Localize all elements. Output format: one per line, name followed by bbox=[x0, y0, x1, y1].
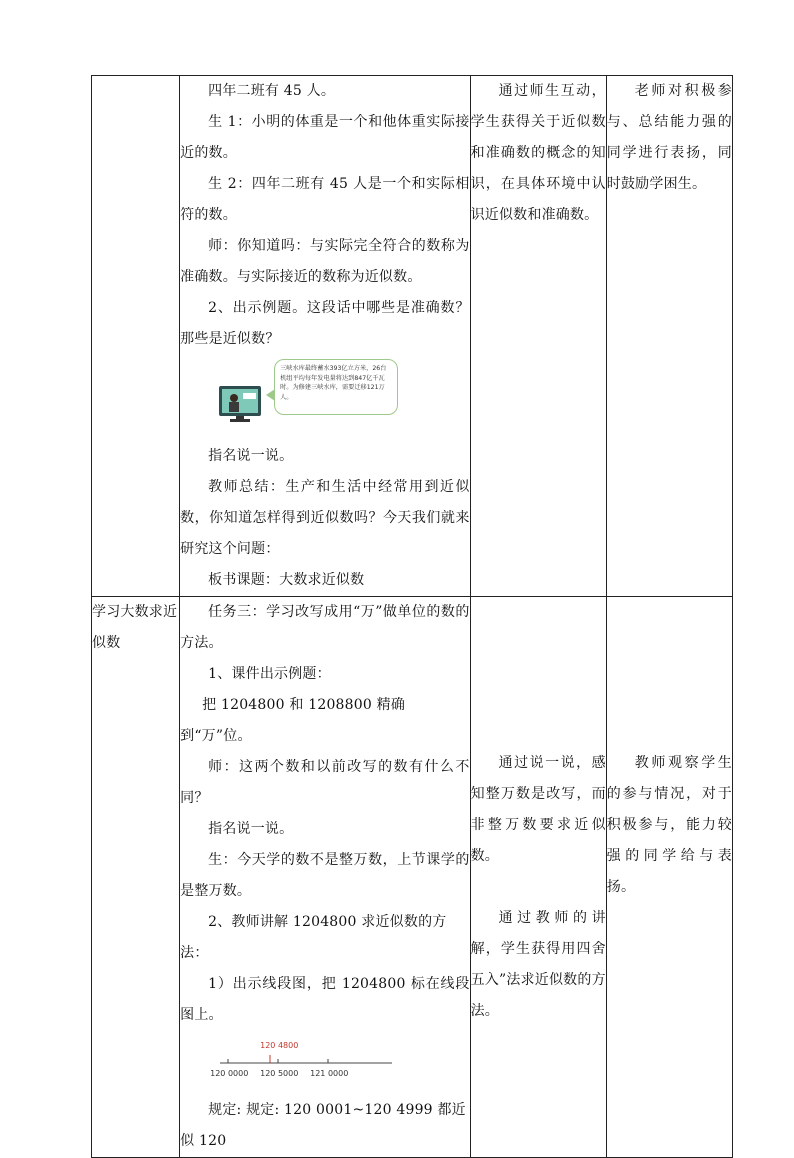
stage-label: 学习大数求近似数 bbox=[92, 604, 178, 651]
intent-cell bbox=[470, 76, 606, 597]
tick-label: 120 5000 bbox=[260, 1069, 299, 1078]
table-row bbox=[92, 76, 733, 597]
activity-text: 四年二班有 45 人。 bbox=[208, 83, 336, 99]
activity-text: 师：这两个数和以前改写的数有什么不同？ bbox=[180, 759, 470, 806]
spacer bbox=[471, 597, 606, 748]
table-row bbox=[92, 597, 733, 1158]
marked-value-label: 120 4800 bbox=[260, 1041, 299, 1050]
activity-cell bbox=[180, 597, 470, 1158]
spacer bbox=[471, 872, 606, 903]
intent-text: 通过说一说，感知整万数是改写，而非整万数要求近似数。 bbox=[470, 755, 606, 864]
activity-text: 规定: 规定: 120 0001~120 4999 都近似 120 bbox=[180, 1102, 466, 1149]
evaluation-text: 教师观察学生的参与情况，对于积极参与，能力较强的同学给与表扬。 bbox=[606, 755, 732, 895]
tick-label: 120 0000 bbox=[210, 1069, 249, 1078]
activity-text: 任务三：学习改写成用“万”做单位的数的方法。 bbox=[180, 604, 470, 651]
news-illustration bbox=[208, 359, 438, 437]
stage-cell bbox=[92, 597, 180, 1158]
activity-text: 板书课题：大数求近似数 bbox=[208, 572, 365, 588]
activity-text: 1、课件出示例题： bbox=[208, 666, 331, 682]
activity-text: 生 2：四年二班有 45 人是一个和实际相符的数。 bbox=[180, 176, 470, 223]
activity-text: 1）出示线段图，把 1204800 标在线段图上。 bbox=[180, 976, 470, 1023]
evaluation-text: 老师对积极参与、总结能力强的同学进行表扬，同时鼓励学困生。 bbox=[606, 83, 732, 192]
activity-text: 把 1204800 和 1208800 精确到“万”位。 bbox=[180, 697, 406, 744]
activity-text: 2、教师讲解 1204800 求近似数的方法： bbox=[180, 914, 447, 961]
intent-text: 通过师生互动，学生获得关于近似数和准确数的概念的知识，在具体环境中认识近似数和准确数。 bbox=[470, 83, 606, 223]
lesson-plan-table bbox=[91, 75, 733, 1158]
tick-label: 121 0000 bbox=[310, 1069, 349, 1078]
activity-text: 生：今天学的数不是整万数，上节课学的是整万数。 bbox=[180, 852, 470, 899]
activity-cell bbox=[180, 76, 470, 597]
evaluation-cell bbox=[606, 597, 732, 1158]
stage-cell bbox=[92, 76, 180, 597]
number-line-figure bbox=[210, 1035, 406, 1095]
tv-stand-icon bbox=[228, 430, 264, 442]
activity-text: 师：你知道吗：与实际完全符合的数称为准确数。与实际接近的数称为近似数。 bbox=[180, 238, 470, 285]
activity-text: 教师总结：生产和生活中经常用到近似数，你知道怎样得到近似数吗？今天我们就来研究这个问题： bbox=[180, 479, 470, 557]
activity-text: 2、出示例题。这段话中哪些是准确数？那些是近似数？ bbox=[180, 300, 470, 347]
number-line bbox=[216, 1035, 406, 1095]
activity-text: 指名说一说。 bbox=[208, 448, 294, 464]
news-bubble: 三峡水库最终蓄水393亿立方米，26台机组平均每年发电量将达到847亿千瓦时。为修建三峡水库，需要迁移121万人。 bbox=[274, 359, 398, 415]
activity-text: 指名说一说。 bbox=[208, 821, 294, 837]
spacer bbox=[607, 597, 732, 748]
intent-text: 通过教师的讲解，学生获得用四舍五入”法求近似数的方法。 bbox=[470, 910, 606, 1019]
activity-text: 生 1：小明的体重是一个和他体重实际接近的数。 bbox=[180, 114, 470, 161]
tv-news-icon bbox=[218, 385, 262, 423]
intent-cell bbox=[470, 597, 606, 1158]
evaluation-cell bbox=[606, 76, 732, 597]
